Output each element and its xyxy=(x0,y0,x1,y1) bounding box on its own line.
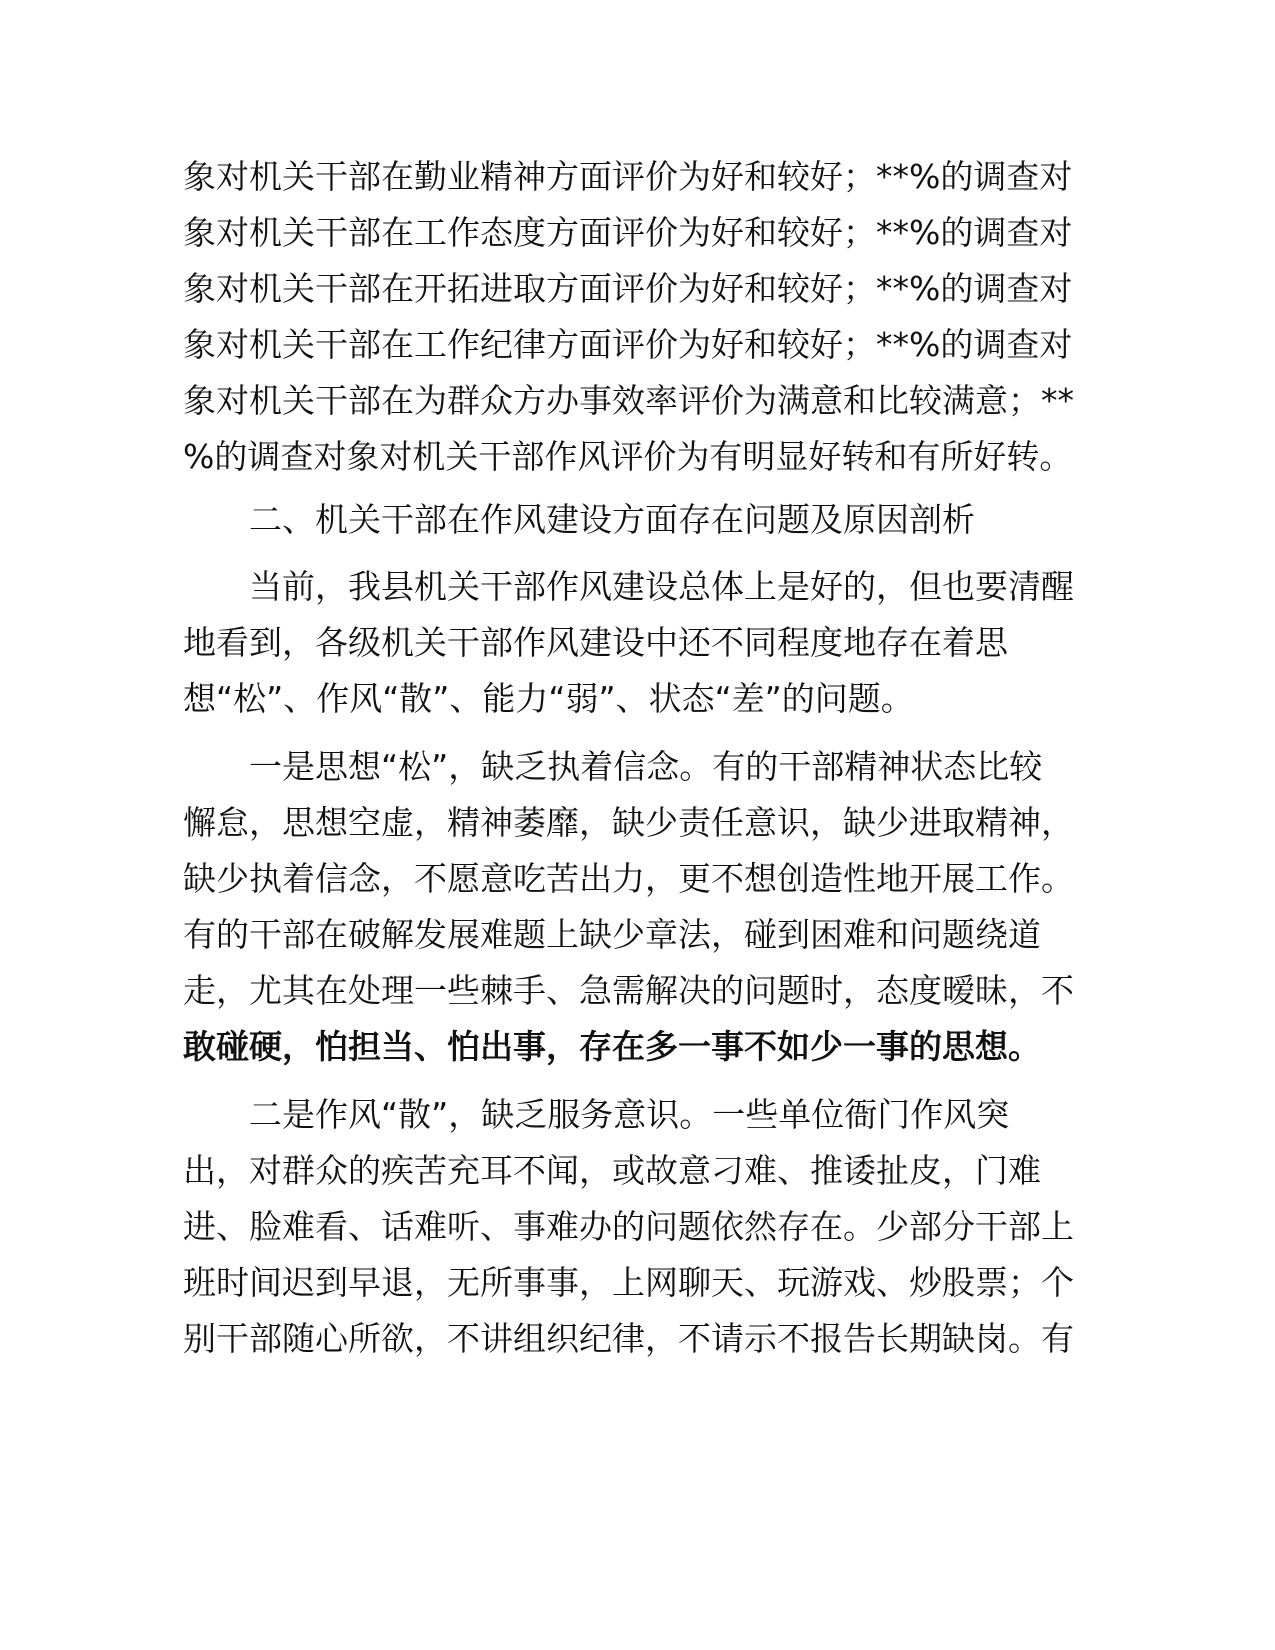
paragraph-line: 地看到，各级机关干部作风建设中还不同程度地存在着思 xyxy=(183,623,1008,662)
paragraph-line: 缺少执着信念，不愿意吃苦出力，更不想创造性地开展工作。 xyxy=(183,859,1074,898)
paragraph-line: 象对机关干部在工作态度方面评价为好和较好；**%的调查对 xyxy=(183,213,1073,252)
paragraph-line: 一是思想“松”，缺乏执着信念。有的干部精神状态比较 xyxy=(249,747,1043,786)
paragraph-line: %的调查对象对机关干部作风评价为有明显好转和有所好转。 xyxy=(183,437,1073,476)
paragraph-line: 有的干部在破解发展难题上缺少章法，碰到困难和问题绕道 xyxy=(183,915,1041,954)
paragraph-line: 别干部随心所欲，不讲组织纪律，不请示不报告长期缺岗。有 xyxy=(183,1319,1074,1358)
paragraph-line: 懈怠，思想空虚，精神萎靡，缺少责任意识，缺少进取精神， xyxy=(183,803,1074,842)
paragraph-line: 走，尤其在处理一些棘手、急需解决的问题时，态度暧昧，不 xyxy=(183,971,1074,1010)
paragraph-line: 出，对群众的疾苦充耳不闻，或故意刁难、推诿扯皮，门难 xyxy=(183,1151,1041,1190)
paragraph-line: 二是作风“散”，缺乏服务意识。一些单位衙门作风突 xyxy=(249,1095,1010,1134)
paragraph-line: 想“松”、作风“散”、能力“弱”、状态“差”的问题。 xyxy=(183,679,914,718)
paragraph-line: 班时间迟到早退，无所事事，上网聊天、玩游戏、炒股票；个 xyxy=(183,1263,1074,1302)
paragraph-line: 象对机关干部在勤业精神方面评价为好和较好；**%的调查对 xyxy=(183,157,1073,196)
paragraph-line: 当前，我县机关干部作风建设总体上是好的，但也要清醒 xyxy=(249,567,1074,606)
paragraph-line: 象对机关干部在为群众方办事效率评价为满意和比较满意；** xyxy=(183,381,1074,420)
section-heading-text: 二、机关干部在作风建设方面存在问题及原因剖析 xyxy=(249,500,975,539)
paragraph-line: 象对机关干部在工作纪律方面评价为好和较好；**%的调查对 xyxy=(183,325,1073,364)
paragraph-line: 进、脸难看、话难听、事难办的问题依然存在。少部分干部上 xyxy=(183,1207,1074,1246)
paragraph-line: 敢碰硬，怕担当、怕出事，存在多一事不如少一事的思想。 xyxy=(183,1027,1041,1066)
paragraph-line: 象对机关干部在开拓进取方面评价为好和较好；**%的调查对 xyxy=(183,269,1073,308)
